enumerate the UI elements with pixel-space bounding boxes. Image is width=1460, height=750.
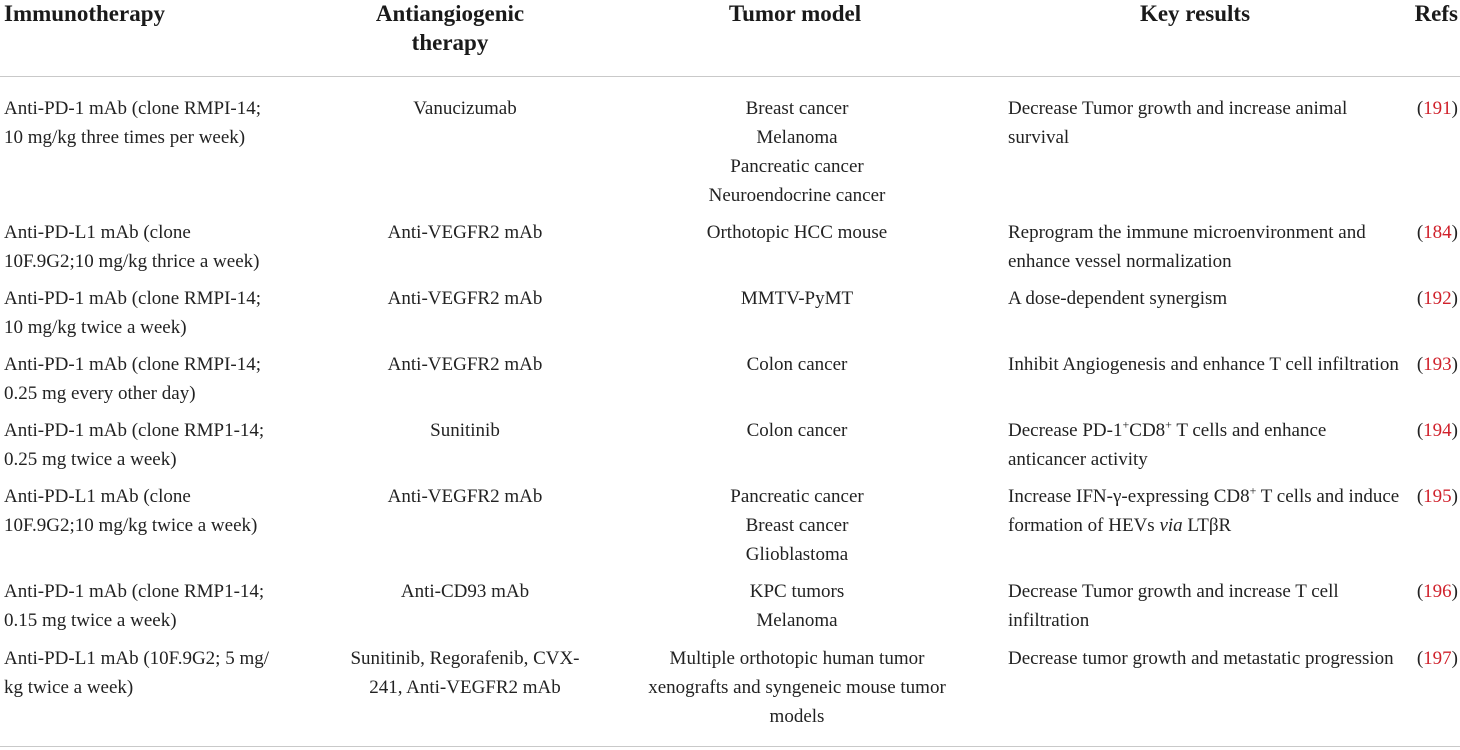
tumor-model-item: Colon cancer (746, 420, 848, 441)
cell-immunotherapy: Anti-PD-L1 mAb (clone 10F.9G2;10 mg/kg thrice a week) (4, 222, 260, 272)
cell-tumor-model (622, 350, 972, 379)
ref-link[interactable]: 192 (1423, 288, 1452, 309)
italic-via: via (1159, 515, 1183, 536)
cell-key-results (1008, 416, 1400, 474)
cell-key-results (1008, 482, 1400, 540)
cell-antiangiogenic: Sunitinib (430, 420, 500, 441)
bottom-rule (0, 746, 1460, 747)
superscript-plus: + (1165, 417, 1172, 432)
cell-tumor-model (622, 416, 972, 445)
cell-tumor-model (622, 644, 972, 731)
cell-ref[interactable]: (194) (1416, 420, 1458, 441)
key-results-text: T cells and induce formation of HEVs (1008, 486, 1400, 536)
tumor-model-item: Glioblastoma (745, 544, 849, 565)
cell-key-results: A dose-dependent synergism (1008, 288, 1228, 309)
ref-link[interactable]: 197 (1423, 648, 1452, 669)
cell-antiangiogenic: Anti-VEGFR2 mAb (387, 288, 543, 309)
header-immunotherapy: Immunotherapy (4, 1, 166, 26)
cell-tumor-model (622, 577, 972, 635)
cell-immunotherapy: Anti-PD-1 mAb (clone RMP1-14; 0.15 mg twice a week) (4, 581, 265, 631)
cell-key-results: Decrease Tumor growth and increase T cell infiltration (1008, 581, 1339, 631)
cell-tumor-model (622, 482, 972, 569)
ref-link[interactable]: 191 (1423, 98, 1452, 119)
cell-key-results: Inhibit Angiogenesis and enhance T cell infiltration (1008, 354, 1399, 375)
key-results-text: LTβR (1182, 515, 1232, 536)
key-results-text: CD8 (1129, 420, 1166, 441)
cell-ref[interactable]: (196) (1416, 581, 1458, 602)
tumor-model-item: Neuroendocrine cancer (708, 185, 886, 206)
tumor-model-item: KPC tumors (749, 581, 845, 602)
tumor-model-item: Colon cancer (746, 354, 848, 375)
cell-tumor-model (622, 94, 972, 210)
cell-key-results: Decrease tumor growth and metastatic progression (1008, 648, 1394, 669)
cell-immunotherapy: Anti-PD-1 mAb (clone RMP1-14; 0.25 mg twice a week) (4, 420, 265, 470)
cell-ref[interactable]: (191) (1416, 98, 1458, 119)
ref-link[interactable]: 184 (1423, 222, 1452, 243)
header-refs: Refs (1414, 1, 1458, 26)
header-tumor-model: Tumor model (728, 1, 862, 26)
header-key-results: Key results (1139, 1, 1251, 26)
tumor-model-item: Breast cancer (745, 515, 849, 536)
superscript-plus: + (1122, 417, 1130, 432)
cell-ref[interactable]: (193) (1416, 354, 1458, 375)
cell-antiangiogenic: Anti-CD93 mAb (400, 581, 530, 602)
cell-antiangiogenic: Anti-VEGFR2 mAb (387, 486, 543, 507)
cell-key-results: Reprogram the immune microenvironment and enhance vessel normalization (1008, 222, 1366, 272)
cell-ref[interactable]: (197) (1416, 648, 1458, 669)
tumor-model-item: Pancreatic cancer (730, 486, 864, 507)
tumor-model-item: Melanoma (756, 127, 838, 148)
cell-antiangiogenic: Anti-VEGFR2 mAb (387, 222, 543, 243)
ref-link[interactable]: 193 (1423, 354, 1452, 375)
cell-immunotherapy: Anti-PD-L1 mAb (10F.9G2; 5 mg/ kg twice a week) (4, 648, 270, 698)
cell-antiangiogenic: Sunitinib, Regorafenib, CVX- 241, Anti-VEGFR2 mAb (350, 648, 580, 698)
tumor-model-item: Breast cancer (745, 98, 849, 119)
cell-antiangiogenic: Anti-VEGFR2 mAb (387, 354, 543, 375)
cell-immunotherapy: Anti-PD-1 mAb (clone RMPI-14; 10 mg/kg three times per week) (4, 98, 262, 148)
tumor-model-item: Multiple orthotopic human tumor xenografts and syngeneic mouse tumor models (648, 648, 946, 727)
tumor-model-item: Pancreatic cancer (730, 156, 864, 177)
header-antiangiogenic-therapy: Antiangiogenic therapy (375, 1, 525, 55)
table-header (0, 0, 1460, 77)
cell-antiangiogenic: Vanucizumab (413, 98, 517, 119)
cell-immunotherapy: Anti-PD-1 mAb (clone RMPI-14; 10 mg/kg twice a week) (4, 288, 262, 338)
key-results-text: Increase IFN-γ-expressing CD8 (1008, 486, 1250, 507)
cell-tumor-model (622, 218, 972, 247)
cell-ref[interactable]: (184) (1416, 222, 1458, 243)
cell-immunotherapy: Anti-PD-L1 mAb (clone 10F.9G2;10 mg/kg twice a week) (4, 486, 258, 536)
cell-immunotherapy: Anti-PD-1 mAb (clone RMPI-14; 0.25 mg every other day) (4, 354, 262, 404)
ref-link[interactable]: 195 (1423, 486, 1452, 507)
tumor-model-item: Melanoma (756, 610, 838, 631)
tumor-model-item: Orthotopic HCC mouse (706, 222, 888, 243)
cell-tumor-model (622, 284, 972, 313)
key-results-text: T cells and enhance anticancer activity (1008, 420, 1327, 470)
ref-link[interactable]: 194 (1423, 420, 1452, 441)
cell-ref[interactable]: (192) (1416, 288, 1458, 309)
key-results-text: Decrease PD-1 (1008, 420, 1123, 441)
tumor-model-item: MMTV-PyMT (740, 288, 854, 309)
superscript-plus: + (1249, 483, 1257, 498)
cell-ref[interactable]: (195) (1416, 486, 1458, 507)
ref-link[interactable]: 196 (1423, 581, 1452, 602)
cell-key-results: Decrease Tumor growth and increase animal survival (1008, 98, 1348, 148)
